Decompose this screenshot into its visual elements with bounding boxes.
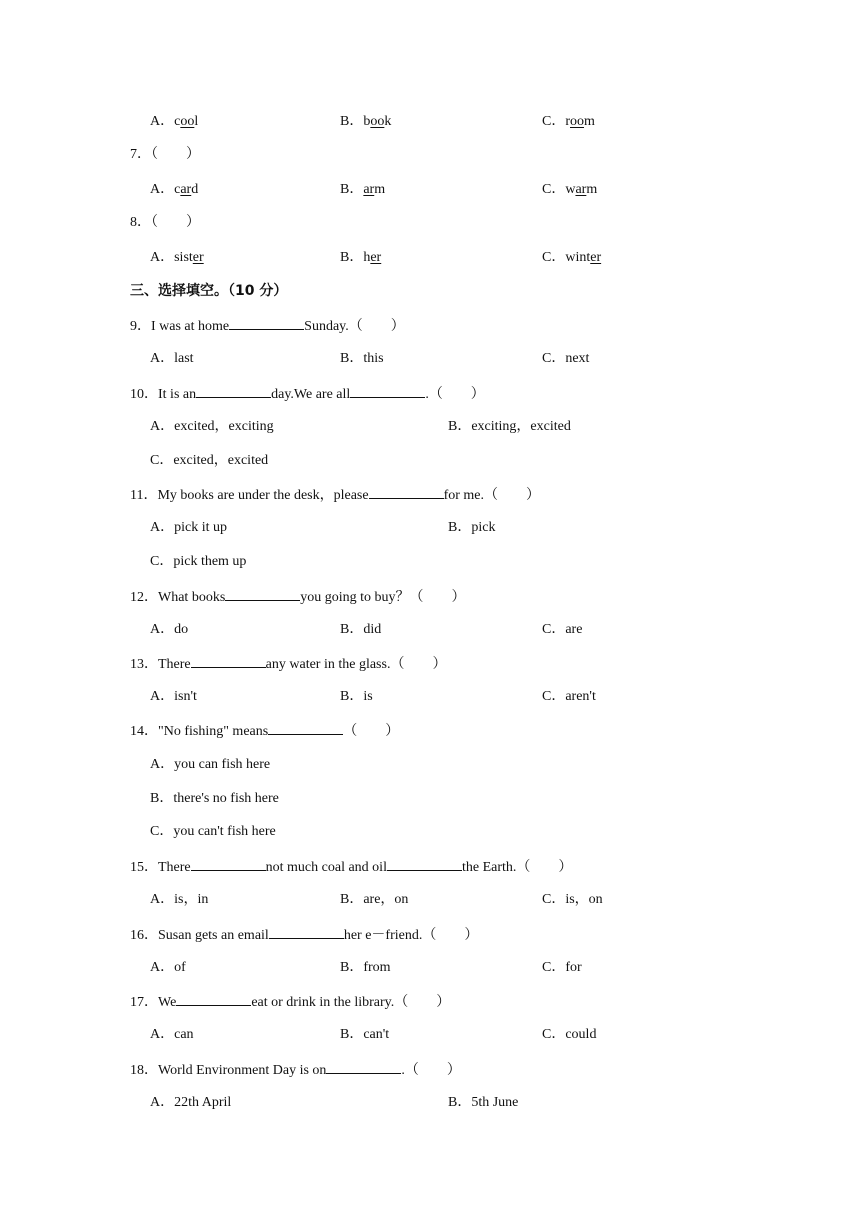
q12-option-a: A．do	[150, 622, 189, 637]
q7-option-a: A．card	[150, 182, 199, 197]
q7-option-c: C．warm	[542, 182, 598, 197]
q12-stem: 12．What books you going to buy？（ ）	[130, 587, 466, 607]
answer-blank	[191, 857, 266, 871]
q14-option-a: A．you can fish here	[150, 757, 271, 772]
q16-option-a: A．of	[150, 960, 186, 975]
q17-option-a: A．can	[150, 1027, 194, 1042]
answer-blank	[191, 654, 266, 668]
q17-stem: 17．We eat or drink in the library.（ ）	[130, 992, 450, 1012]
q8-option-b: B．her	[340, 250, 382, 265]
section-title: 三、选择填空。（10 分）	[130, 283, 288, 299]
q9-option-a: A．last	[150, 351, 194, 366]
q10-option-a: A．excited，exciting	[150, 419, 274, 434]
answer-blank	[268, 721, 343, 735]
answer-blank	[326, 1060, 401, 1074]
answer-blank	[196, 384, 271, 398]
q18-stem: 18．World Environment Day is on .（ ）	[130, 1060, 461, 1080]
q7-stem: 7．（ ）	[130, 147, 200, 162]
q18-option-b: B．5th June	[448, 1095, 519, 1110]
q17-option-c: C．could	[542, 1027, 597, 1042]
q10-stem: 10．It is an day.We are all .（ ）	[130, 384, 485, 404]
answer-blank	[350, 384, 425, 398]
q13-option-c: C．aren't	[542, 689, 596, 704]
q16-stem: 16．Susan gets an email her e－friend.（ ）	[130, 925, 478, 945]
q15-stem: 15．There not much coal and oil the Earth.（ ）	[130, 857, 572, 877]
q17-option-b: B．can't	[340, 1027, 390, 1042]
q16-option-b: B．from	[340, 960, 391, 975]
answer-blank	[176, 992, 251, 1006]
q8-stem: 8．（ ）	[130, 215, 200, 230]
q6-option-b: B．book	[340, 114, 392, 129]
q15-option-a: A．is，in	[150, 892, 209, 907]
q7-option-b: B．arm	[340, 182, 386, 197]
q9-stem: 9．I was at home Sunday.（ ）	[130, 316, 405, 336]
q6-option-a: A．cool	[150, 114, 199, 129]
q15-option-b: B．are，on	[340, 892, 409, 907]
answer-blank	[269, 925, 344, 939]
q8-option-c: C．winter	[542, 250, 602, 265]
q10-option-c: C．excited，excited	[150, 453, 269, 468]
answer-blank	[369, 485, 444, 499]
q6-option-c: C．room	[542, 114, 595, 129]
q14-option-b: B．there's no fish here	[150, 791, 279, 806]
q13-option-b: B．is	[340, 689, 373, 704]
answer-blank	[225, 587, 300, 601]
q11-stem: 11．My books are under the desk，please for me.（ ）	[130, 485, 540, 505]
answer-blank	[387, 857, 462, 871]
q8-option-a: A．sister	[150, 250, 204, 265]
q11-option-a: A．pick it up	[150, 520, 227, 535]
q14-stem: 14．"No fishing" means （ ）	[130, 721, 399, 741]
q16-option-c: C．for	[542, 960, 582, 975]
q11-option-c: C．pick them up	[150, 554, 247, 569]
q11-option-b: B．pick	[448, 520, 496, 535]
q18-option-a: A．22th April	[150, 1095, 232, 1110]
q9-option-b: B．this	[340, 351, 384, 366]
q15-option-c: C．is，on	[542, 892, 603, 907]
q12-option-b: B．did	[340, 622, 382, 637]
q10-option-b: B．exciting，excited	[448, 419, 571, 434]
answer-blank	[229, 316, 304, 330]
q14-option-c: C．you can't fish here	[150, 824, 276, 839]
q12-option-c: C．are	[542, 622, 583, 637]
q9-option-c: C．next	[542, 351, 590, 366]
q13-option-a: A．isn't	[150, 689, 197, 704]
q13-stem: 13．There any water in the glass.（ ）	[130, 654, 446, 674]
